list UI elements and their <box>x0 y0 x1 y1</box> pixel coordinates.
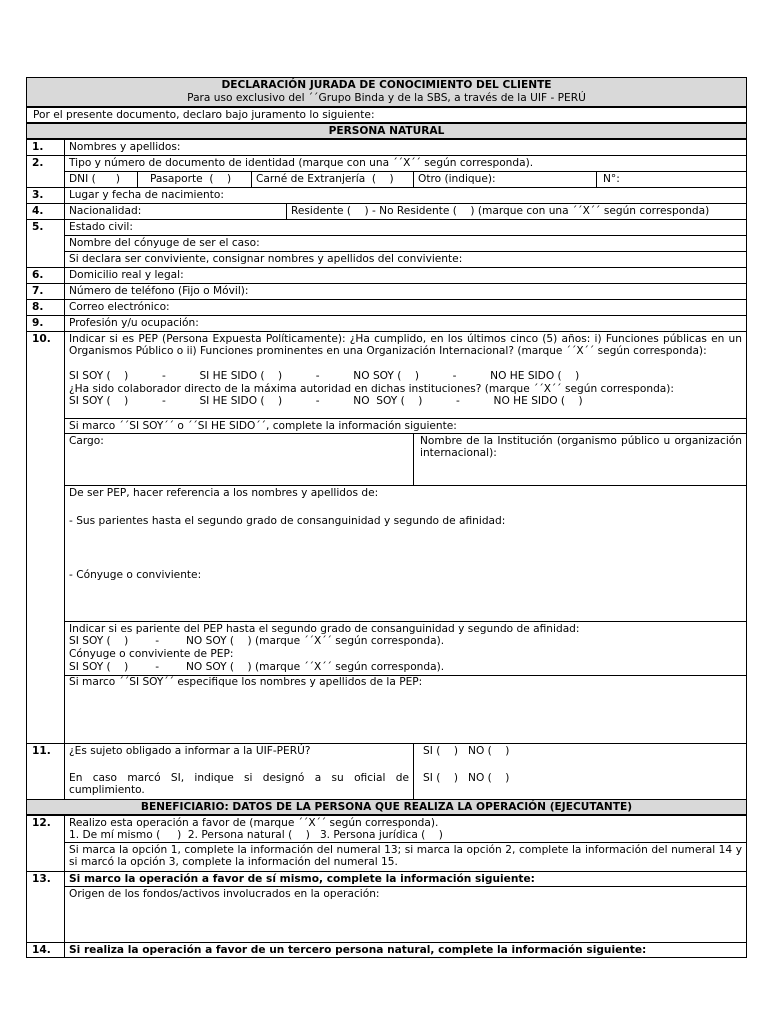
carne-extranjeria-checkbox[interactable]: Carné de Extranjería ( ) <box>256 173 394 185</box>
conyuge-label[interactable]: Nombre del cónyuge de ser el caso: <box>69 237 260 249</box>
residente-options[interactable]: Residente ( ) - No Residente ( ) (marque con una ´´X´´ según corresponda) <box>291 205 710 217</box>
item-number: 6. <box>32 269 44 281</box>
item-number: 5. <box>32 221 44 233</box>
documento-numero-field[interactable]: N°: <box>603 173 620 185</box>
otro-documento-field[interactable]: Otro (indique): <box>418 173 496 185</box>
sujeto-obligado-question: ¿Es sujeto obligado a informar a la UIF-PERÚ? <box>69 745 311 757</box>
item-number: 10. <box>32 333 51 345</box>
pasaporte-checkbox[interactable]: Pasaporte ( ) <box>150 173 232 185</box>
oficial-cumplimiento-options[interactable]: SI ( ) NO ( ) <box>423 772 510 784</box>
item-number: 13. <box>32 873 51 885</box>
operacion-note: Si marca la opción 1, complete la información del numeral 13; si marca la opción 2, complete la información del numeral 14 y si marcó la opción 3, complete la información del numeral 15. <box>69 844 742 869</box>
operacion-favor-options[interactable]: 1. De mí mismo ( ) 2. Persona natural ( ) 3. Persona jurídica ( ) <box>69 829 443 841</box>
conyuge-pep-options[interactable]: SI SOY ( ) - NO SOY ( ) (marque ´´X´´ según corresponda). <box>69 661 445 673</box>
pep-question: Indicar si es PEP (Persona Expuesta Políticamente): ¿Ha cumplido, en los últimos cinco (5) años: i) Funciones públicas en un Organismos Público o ii) Funciones prominentes en una Organización Internacional? (marque ´´X´´ según corresponda): <box>69 333 742 358</box>
lugar-fecha-nacimiento-label[interactable]: Lugar y fecha de nacimiento: <box>69 189 224 201</box>
pep-reference: De ser PEP, hacer referencia a los nombres y apellidos de: <box>69 487 379 499</box>
item-number: 9. <box>32 317 44 329</box>
beneficiario-block <box>26 815 747 958</box>
form-header <box>26 77 747 107</box>
pep-if-marked: Si marco ´´SI SOY´´ o ´´SI HE SIDO´´, complete la información siguiente: <box>69 420 457 432</box>
intro-row <box>26 107 747 123</box>
domicilio-label[interactable]: Domicilio real y legal: <box>69 269 184 281</box>
nacionalidad-label[interactable]: Nacionalidad: <box>69 205 142 217</box>
pariente-question: Indicar si es pariente del PEP hasta el segundo grado de consanguinidad y segundo de afinidad: <box>69 623 580 635</box>
item-number: 2. <box>32 157 44 169</box>
pep-options-2[interactable]: SI SOY ( ) - SI HE SIDO ( ) - NO SOY ( ) - NO HE SIDO ( ) <box>69 395 583 407</box>
documento-label: Tipo y número de documento de identidad (marque con una ´´X´´ según corresponda). <box>69 157 534 169</box>
section-beneficiario: BENEFICIARIO: DATOS DE LA PERSONA QUE REALIZA LA OPERACIÓN (EJECUTANTE) <box>26 799 747 815</box>
form-title: DECLARACIÓN JURADA DE CONOCIMIENTO DEL CLIENTE <box>221 79 552 91</box>
item-number: 8. <box>32 301 44 313</box>
item-number: 7. <box>32 285 44 297</box>
parientes-field[interactable]: - Sus parientes hasta el segundo grado de consanguinidad y segundo de afinidad: <box>69 515 506 527</box>
correo-label[interactable]: Correo electrónico: <box>69 301 170 313</box>
item-number: 3. <box>32 189 44 201</box>
institucion-field[interactable]: Nombre de la Institución (organismo público u organización internacional): <box>420 435 742 460</box>
tercero-heading: Si realiza la operación a favor de un tercero persona natural, complete la información siguiente: <box>69 944 647 956</box>
item-number: 14. <box>32 944 51 956</box>
profesion-label[interactable]: Profesión y/u ocupación: <box>69 317 199 329</box>
intro-text: Por el presente documento, declaro bajo juramento lo siguiente: <box>33 109 375 121</box>
cargo-field[interactable]: Cargo: <box>69 435 104 447</box>
item-number: 12. <box>32 817 51 829</box>
dni-checkbox[interactable]: DNI ( ) <box>69 173 121 185</box>
estado-civil-label[interactable]: Estado civil: <box>69 221 133 233</box>
mismo-heading: Si marco la operación a favor de sí mismo, complete la información siguiente: <box>69 873 535 885</box>
item-number: 11. <box>32 745 51 757</box>
section-persona-natural: PERSONA NATURAL <box>26 123 747 139</box>
origen-fondos-field[interactable]: Origen de los fondos/activos involucrados en la operación: <box>69 888 380 900</box>
form-subtitle: Para uso exclusivo del ´´Grupo Binda y de la SBS, a través de la UIF - PERÚ <box>187 92 586 104</box>
especifique-pep-field[interactable]: Si marco ´´SI SOY´´ especifique los nombres y apellidos de la PEP: <box>69 676 423 688</box>
nombres-label[interactable]: Nombres y apellidos: <box>69 141 181 153</box>
natural-person-block <box>26 139 747 801</box>
sujeto-obligado-options[interactable]: SI ( ) NO ( ) <box>423 745 510 757</box>
item-number: 1. <box>32 141 44 153</box>
conviviente-label[interactable]: Si declara ser conviviente, consignar nombres y apellidos del conviviente: <box>69 253 463 265</box>
pep-question-2: ¿Ha sido colaborador directo de la máxima autoridad en dichas instituciones? (marque ´´X´´ según corresponda): <box>69 383 675 395</box>
operacion-favor-label: Realizo esta operación a favor de (marque ´´X´´ según corresponda). <box>69 817 439 829</box>
conyuge-pep-field[interactable]: - Cónyuge o conviviente: <box>69 569 202 581</box>
telefono-label[interactable]: Número de teléfono (Fijo o Móvil): <box>69 285 249 297</box>
pariente-options[interactable]: SI SOY ( ) - NO SOY ( ) (marque ´´X´´ según corresponda). <box>69 635 445 647</box>
conyuge-pep-question: Cónyuge o conviviente de PEP: <box>69 648 234 660</box>
item-number: 4. <box>32 205 44 217</box>
pep-options-1[interactable]: SI SOY ( ) - SI HE SIDO ( ) - NO SOY ( ) - NO HE SIDO ( ) <box>69 370 580 382</box>
oficial-cumplimiento-question: En caso marcó SI, indique si designó a su oficial de cumplimiento. <box>69 772 409 797</box>
